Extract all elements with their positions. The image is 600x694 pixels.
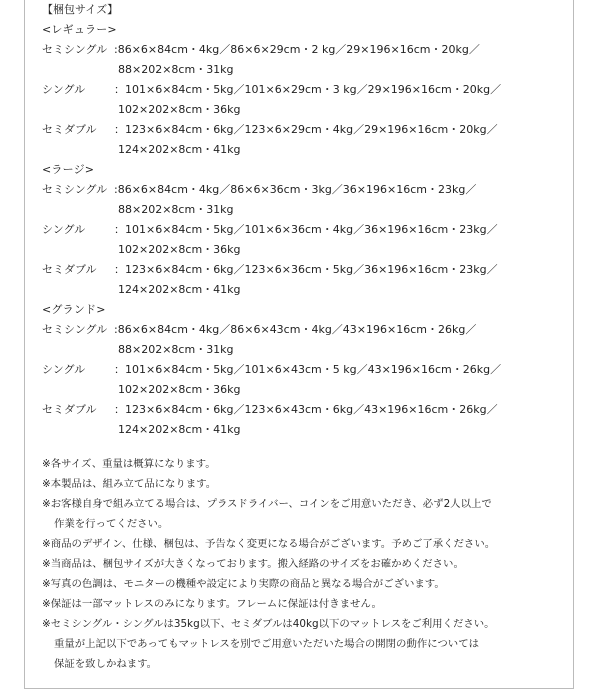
row-label: セミシングル bbox=[42, 183, 108, 196]
row-separator: ： bbox=[114, 83, 125, 96]
size-row bbox=[42, 220, 562, 240]
notes-list bbox=[42, 454, 562, 674]
size-group-large bbox=[42, 160, 562, 300]
section-title: 【梱包サイズ】 bbox=[42, 3, 119, 16]
row-separator: : bbox=[114, 43, 118, 56]
note-item: ※お客様自身で組み立てる場合は、プラスドライバー、コインをご用意いただき、必ず2人以上で bbox=[42, 498, 492, 510]
note-item: ※当商品は、梱包サイズが大きくなっております。搬入経路のサイズをお確かめください。 bbox=[42, 558, 464, 570]
row-value: 101×6×84cm・5kg／101×6×29cm・3 kg／29×196×16cm・20kg／ bbox=[125, 83, 502, 96]
note-item-cont: 保証を致しかねます。 bbox=[54, 658, 158, 670]
size-row bbox=[42, 120, 562, 140]
row-value-cont: 124×202×8cm・41kg bbox=[118, 143, 241, 156]
row-value-cont: 88×202×8cm・31kg bbox=[118, 203, 234, 216]
row-value: 123×6×84cm・6kg／123×6×43cm・6kg／43×196×16cm・26kg／ bbox=[125, 403, 498, 416]
size-row bbox=[42, 40, 562, 60]
size-row bbox=[42, 320, 562, 340]
size-row bbox=[42, 260, 562, 280]
row-value: 123×6×84cm・6kg／123×6×36cm・5kg／36×196×16cm・23kg／ bbox=[125, 263, 498, 276]
note-item: ※写真の色調は、モニターの機種や設定により実際の商品と異なる場合がございます。 bbox=[42, 578, 445, 590]
note-item: ※保証は一部マットレスのみになります。フレームに保証は付きません。 bbox=[42, 598, 382, 610]
note-item: ※本製品は、組み立て品になります。 bbox=[42, 478, 217, 490]
row-value-cont: 102×202×8cm・36kg bbox=[118, 103, 241, 116]
row-value: 123×6×84cm・6kg／123×6×29cm・4kg／29×196×16cm・20kg／ bbox=[125, 123, 498, 136]
row-label: セミダブル bbox=[42, 263, 97, 276]
row-label: シングル bbox=[42, 83, 86, 96]
row-label: シングル bbox=[42, 223, 86, 236]
group-heading: <グランド> bbox=[42, 303, 106, 316]
note-item: ※セミシングル・シングルは35kg以下、セミダブルは40kg以下のマットレスをご利用ください。 bbox=[42, 618, 495, 630]
row-separator: ： bbox=[114, 263, 125, 276]
row-label: セミシングル bbox=[42, 323, 108, 336]
group-heading: <レギュラー> bbox=[42, 23, 117, 36]
row-separator: ： bbox=[114, 403, 125, 416]
row-separator: : bbox=[114, 183, 118, 196]
group-heading: <ラージ> bbox=[42, 163, 95, 176]
row-value: 86×6×84cm・4kg／86×6×43cm・4kg／43×196×16cm・26kg／ bbox=[117, 323, 477, 336]
row-value-cont: 88×202×8cm・31kg bbox=[118, 63, 234, 76]
row-value: 101×6×84cm・5kg／101×6×36cm・4kg／36×196×16cm・23kg／ bbox=[125, 223, 498, 236]
row-separator: ： bbox=[114, 123, 125, 136]
row-value-cont: 88×202×8cm・31kg bbox=[118, 343, 234, 356]
row-label: セミダブル bbox=[42, 123, 97, 136]
row-label: セミシングル bbox=[42, 43, 108, 56]
note-item-cont: 重量が上記以下であってもマットレスを別でご用意いただいた場合の開閉の動作については bbox=[54, 638, 479, 650]
package-size-section bbox=[42, 0, 562, 674]
size-group-regular bbox=[42, 20, 562, 160]
row-label: シングル bbox=[42, 363, 86, 376]
row-value-cont: 102×202×8cm・36kg bbox=[118, 243, 241, 256]
row-value-cont: 102×202×8cm・36kg bbox=[118, 383, 241, 396]
size-row bbox=[42, 360, 562, 380]
row-value: 86×6×84cm・4kg／86×6×36cm・3kg／36×196×16cm・23kg／ bbox=[117, 183, 477, 196]
row-value-cont: 124×202×8cm・41kg bbox=[118, 283, 241, 296]
row-separator: ： bbox=[114, 363, 125, 376]
note-item-cont: 作業を行ってください。 bbox=[54, 518, 169, 530]
row-label: セミダブル bbox=[42, 403, 97, 416]
size-group-grand bbox=[42, 300, 562, 440]
note-item: ※各サイズ、重量は概算になります。 bbox=[42, 458, 216, 470]
row-separator: ： bbox=[114, 223, 125, 236]
row-separator: : bbox=[114, 323, 118, 336]
row-value-cont: 124×202×8cm・41kg bbox=[118, 423, 241, 436]
row-value: 101×6×84cm・5kg／101×6×43cm・5 kg／43×196×16cm・26kg／ bbox=[125, 363, 502, 376]
size-row bbox=[42, 180, 562, 200]
row-value: 86×6×84cm・4kg／86×6×29cm・2 kg／29×196×16cm・20kg／ bbox=[117, 43, 480, 56]
size-row bbox=[42, 80, 562, 100]
note-item: ※商品のデザイン、仕様、梱包は、予告なく変更になる場合がございます。予めご了承ください。 bbox=[42, 538, 496, 550]
size-row bbox=[42, 400, 562, 420]
